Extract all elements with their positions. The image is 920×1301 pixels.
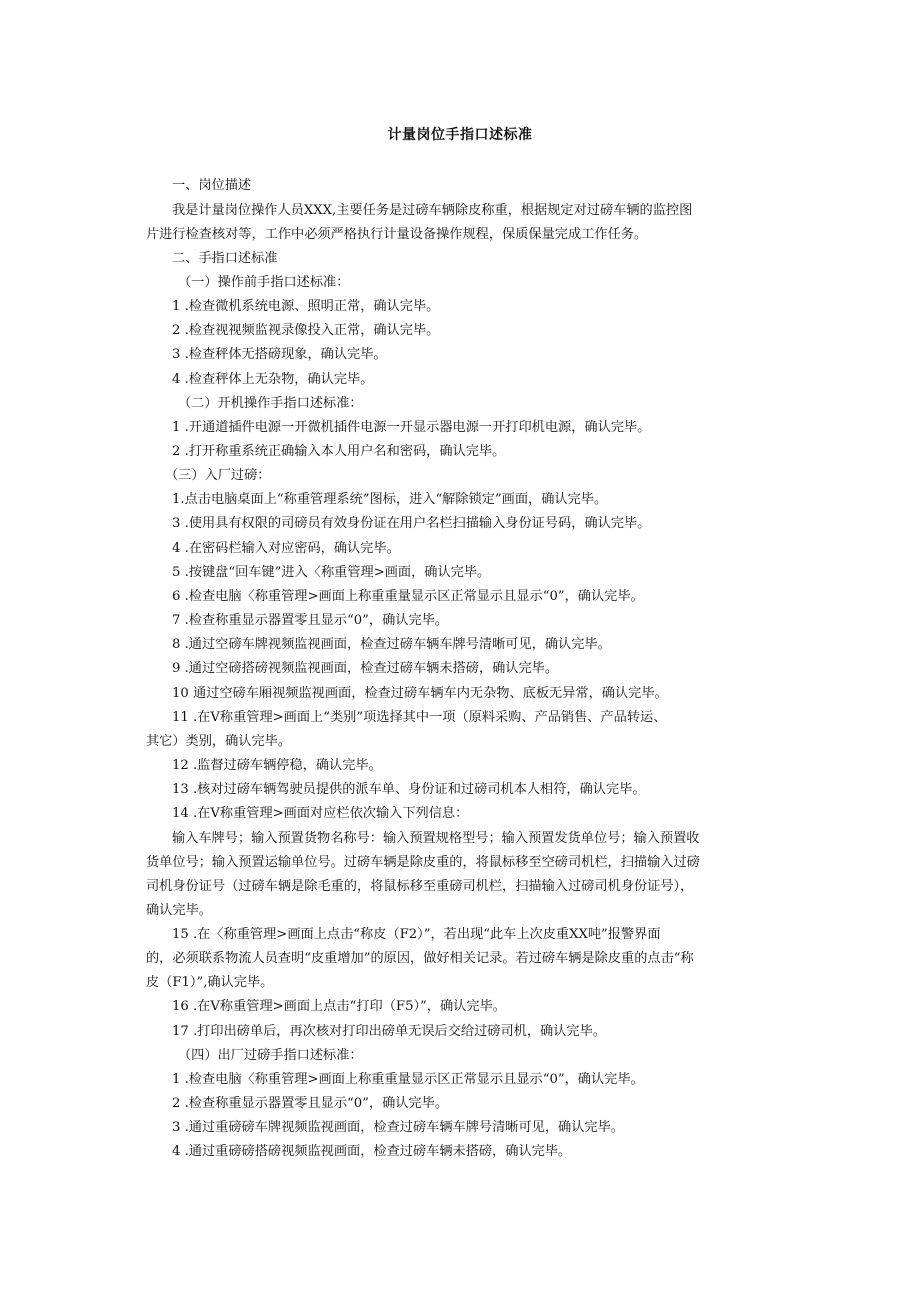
list-item: 4 .检查秤体上无杂物，确认完毕。 [172,372,374,387]
list-item-continuation: 皮（F1）”,确认完毕。 [146,975,274,990]
list-item: 10 通过空磅车厢视频监视画面，检查过磅车辆车内无杂物、底板无异常，确认完毕。 [172,686,668,701]
list-item: 15 .在〈称重管理>画面上点击“称皮（F2）”，若出现“此车上次皮重XX吨”报警界面 [172,927,661,942]
list-item: 1 .开通道插件电源一开微机插件电源一开显示器电源一开打印机电源，确认完毕。 [172,420,651,435]
list-item: 4 .在密码栏输入对应密码，确认完毕。 [172,541,400,556]
list-item: 14 .在V称重管理>画面对应栏依次输入下列信息： [172,806,469,821]
paragraph-line: 确认完毕。 [146,903,212,918]
list-item: 8 .通过空磅车牌视频监视画面，检查过磅车辆车牌号清晰可见，确认完毕。 [172,637,611,652]
list-item: 2 .检查视视频监视录像投入正常，确认完毕。 [172,323,440,338]
list-item-continuation: 其它）类别，确认完毕。 [146,734,292,749]
list-item: 3 .使用具有权限的司磅员有效身份证在用户名栏扫描输入身份证号码，确认完毕。 [172,516,651,531]
list-item: 4 .通过重磅磅搭磅视频监视画面，检查过磅车辆未搭磅，确认完毕。 [172,1144,572,1159]
subsection-heading: （三）入厂过磅： [165,468,271,483]
list-item: 2 .检查称重显示器置零且显示“0”，确认完毕。 [172,1096,449,1111]
list-item: 3 .通过重磅磅车牌视频监视画面，检查过磅车辆车牌号清晰可见，确认完毕。 [172,1120,624,1135]
list-item: 2 .打开称重系统正确输入本人用户名和密码，确认完毕。 [172,444,506,459]
paragraph-line: 货单位号；输入预置运输单位号。过磅车辆是除皮重的，将鼠标移至空磅司机栏，扫描输入过磅 [146,855,700,870]
subsection-heading: （四）出厂过磅手指口述标准： [178,1048,363,1063]
section-heading-1: 一、岗位描述 [172,178,252,193]
paragraph-line: 我是计量岗位操作人员XXX,主要任务是过磅车辆除皮称重，根据规定对过磅车辆的监控图 [172,203,693,218]
list-item: 1 .检查微机系统电源、照明正常，确认完毕。 [172,299,440,314]
document-title: 计量岗位手指口述标准 [387,127,533,143]
list-item: 1.点击电脑桌面上“称重管理系统”图标，进入“解除锁定”画面，确认完毕。 [172,492,608,507]
list-item: 11 .在V称重管理>画面上“类别”项选择其中一项（原料采购、产品销售、产品转运、 [172,710,667,725]
section-heading-2: 二、手指口述标准 [172,251,278,266]
list-item: 16 .在V称重管理>画面上点击“打印（F5）”，确认完毕。 [172,999,506,1014]
list-item: 1 .检查电脑〈称重管理>画面上称重重量显示区正常显示且显示“0”，确认完毕。 [172,1072,644,1087]
paragraph-line: 输入车牌号；输入预置货物名称号：输入预置规格型号；输入预置发货单位号；输入预置收 [172,831,700,846]
list-item: 12 .监督过磅车辆停稳，确认完毕。 [172,758,382,773]
list-item: 17 .打印出磅单后，再次核对打印出磅单无误后交给过磅司机，确认完毕。 [172,1024,606,1039]
list-item-continuation: 的，必须联系物流人员查明“皮重增加”的原因，做好相关记录。若过磅车辆是除皮重的点击“称 [146,951,694,966]
paragraph-line: 片进行检查核对等，工作中必须严格执行计量设备操作规程，保质保量完成工作任务。 [146,227,648,242]
list-item: 9 .通过空磅搭磅视频监视画面，检查过磅车辆未搭磅，确认完毕。 [172,661,559,676]
list-item: 13 .核对过磅车辆驾驶员提供的派车单、身份证和过磅司机本人相符，确认完毕。 [172,782,646,797]
list-item: 7 .检查称重显示器置零且显示“0”，确认完毕。 [172,613,449,628]
subsection-heading: （二）开机操作手指口述标准： [178,396,363,411]
list-item: 6 .检查电脑〈称重管理>画面上称重重量显示区正常显示且显示“0”，确认完毕。 [172,589,644,604]
list-item: 5 .按键盘“回车键”进入〈称重管理>画面，确认完毕。 [172,565,491,580]
subsection-heading: （一）操作前手指口述标准： [178,275,350,290]
paragraph-line: 司机身份证号（过磅车辆是除毛重的，将鼠标移至重磅司机栏，扫描输入过磅司机身份证号）， [146,879,694,894]
list-item: 3 .检查秤体无搭磅现象，确认完毕。 [172,347,387,362]
